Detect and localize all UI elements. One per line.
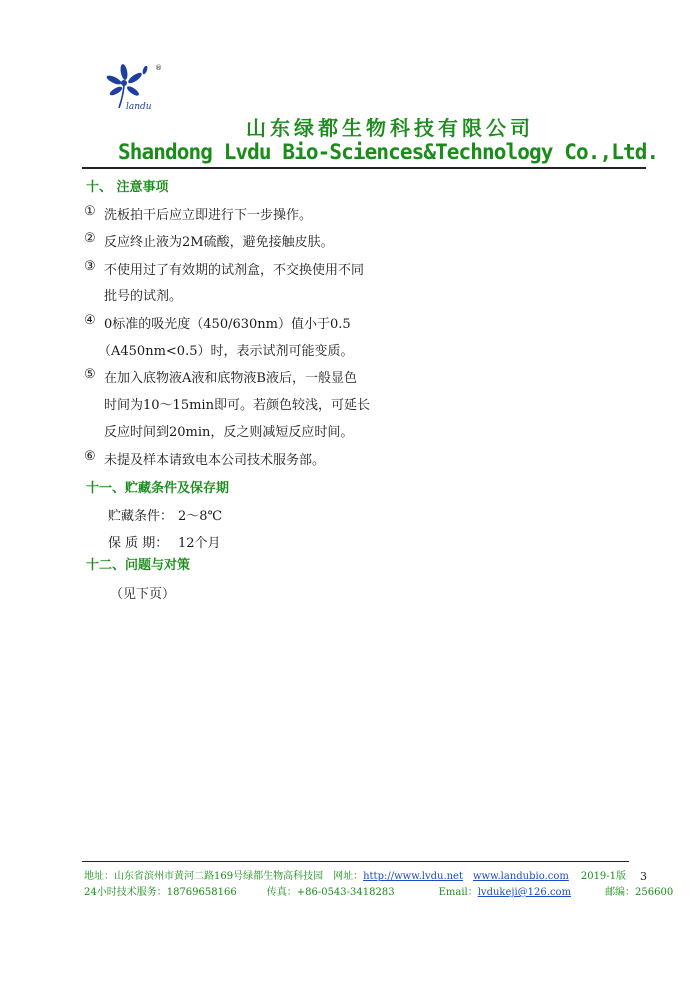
item-5-text-line-3: 反应时间到20min，反之则减短反应时间。 bbox=[104, 425, 354, 440]
item-4-text-line-2: （A450nm<0.5）时，表示试剂可能变质。 bbox=[98, 344, 354, 359]
item-3-text-line-2: 批号的试剂。 bbox=[104, 289, 183, 304]
item-4-marker: ④ bbox=[84, 313, 96, 328]
footer-version: 2019-1版 bbox=[580, 871, 627, 882]
item-4-text-line-1: 0标准的吸光度（450/630nm）值小于0.5 bbox=[104, 317, 351, 332]
svg-text:landu: landu bbox=[126, 102, 152, 112]
item-5-text-line-1: 在加入底物液A液和底物液B液后，一般显色 bbox=[104, 371, 357, 386]
item-3-marker: ③ bbox=[84, 259, 96, 274]
company-logo bbox=[104, 64, 162, 114]
footer-line-1 bbox=[84, 867, 626, 882]
company-name-cn: 山东绿都生物科技有限公司 bbox=[246, 116, 534, 140]
item-2-marker: ② bbox=[84, 231, 96, 246]
item-3-text-line-1: 不使用过了有效期的试剂盒，不交换使用不同 bbox=[104, 263, 365, 278]
item-5-text-line-2: 时间为10～15min即可。若颜色较浅，可延长 bbox=[104, 398, 370, 413]
shelf-life-value: 12个月 bbox=[178, 536, 221, 551]
item-1-text: 洗板拍干后应立即进行下一步操作。 bbox=[104, 208, 313, 223]
company-name-en: Shandong Lvdu Bio-Sciences&Technology Co.,Ltd. bbox=[118, 140, 659, 164]
page-number: 3 bbox=[640, 870, 647, 883]
footer-line-2 bbox=[84, 883, 673, 898]
footer-email-link[interactable]: lvdukeji@126.com bbox=[477, 887, 572, 898]
footer-website-label: 网址： bbox=[333, 871, 364, 882]
footer-website-link-2[interactable]: www.landubio.com bbox=[473, 871, 569, 882]
footer-website-link-1[interactable]: http://www.lvdu.net bbox=[363, 871, 463, 882]
item-1-marker: ① bbox=[84, 204, 96, 219]
footer-divider bbox=[82, 861, 629, 862]
registered-mark: ® bbox=[155, 64, 162, 72]
footer-address: 地址：山东省滨州市黄河二路169号绿都生物高科技园 bbox=[84, 871, 324, 882]
item-2-text: 反应终止液为2M硫酸，避免接触皮肤。 bbox=[104, 235, 334, 250]
see-next-page-note: （见下页） bbox=[110, 587, 176, 602]
storage-label: 贮藏条件： bbox=[108, 509, 174, 524]
item-6-text: 未提及样本请致电本公司技术服务部。 bbox=[104, 453, 326, 468]
storage-value: 2～8℃ bbox=[178, 509, 223, 524]
footer-hotline: 24小时技术服务：18769658166 bbox=[84, 887, 237, 898]
shelf-life-label: 保 质 期： bbox=[108, 536, 169, 551]
section-12-title: 十二、问题与对策 bbox=[86, 558, 191, 573]
footer-postcode: 邮编：256600 bbox=[605, 887, 674, 898]
item-5-marker: ⑤ bbox=[84, 367, 96, 382]
item-6-marker: ⑥ bbox=[84, 449, 96, 464]
section-11-title: 十一、贮藏条件及保存期 bbox=[86, 481, 230, 496]
header-divider bbox=[82, 167, 646, 169]
footer-fax: 传真：+86-0543-3418283 bbox=[266, 887, 395, 898]
section-10-title: 十、 注意事项 bbox=[86, 180, 169, 195]
footer-email-label: Email： bbox=[438, 887, 478, 898]
